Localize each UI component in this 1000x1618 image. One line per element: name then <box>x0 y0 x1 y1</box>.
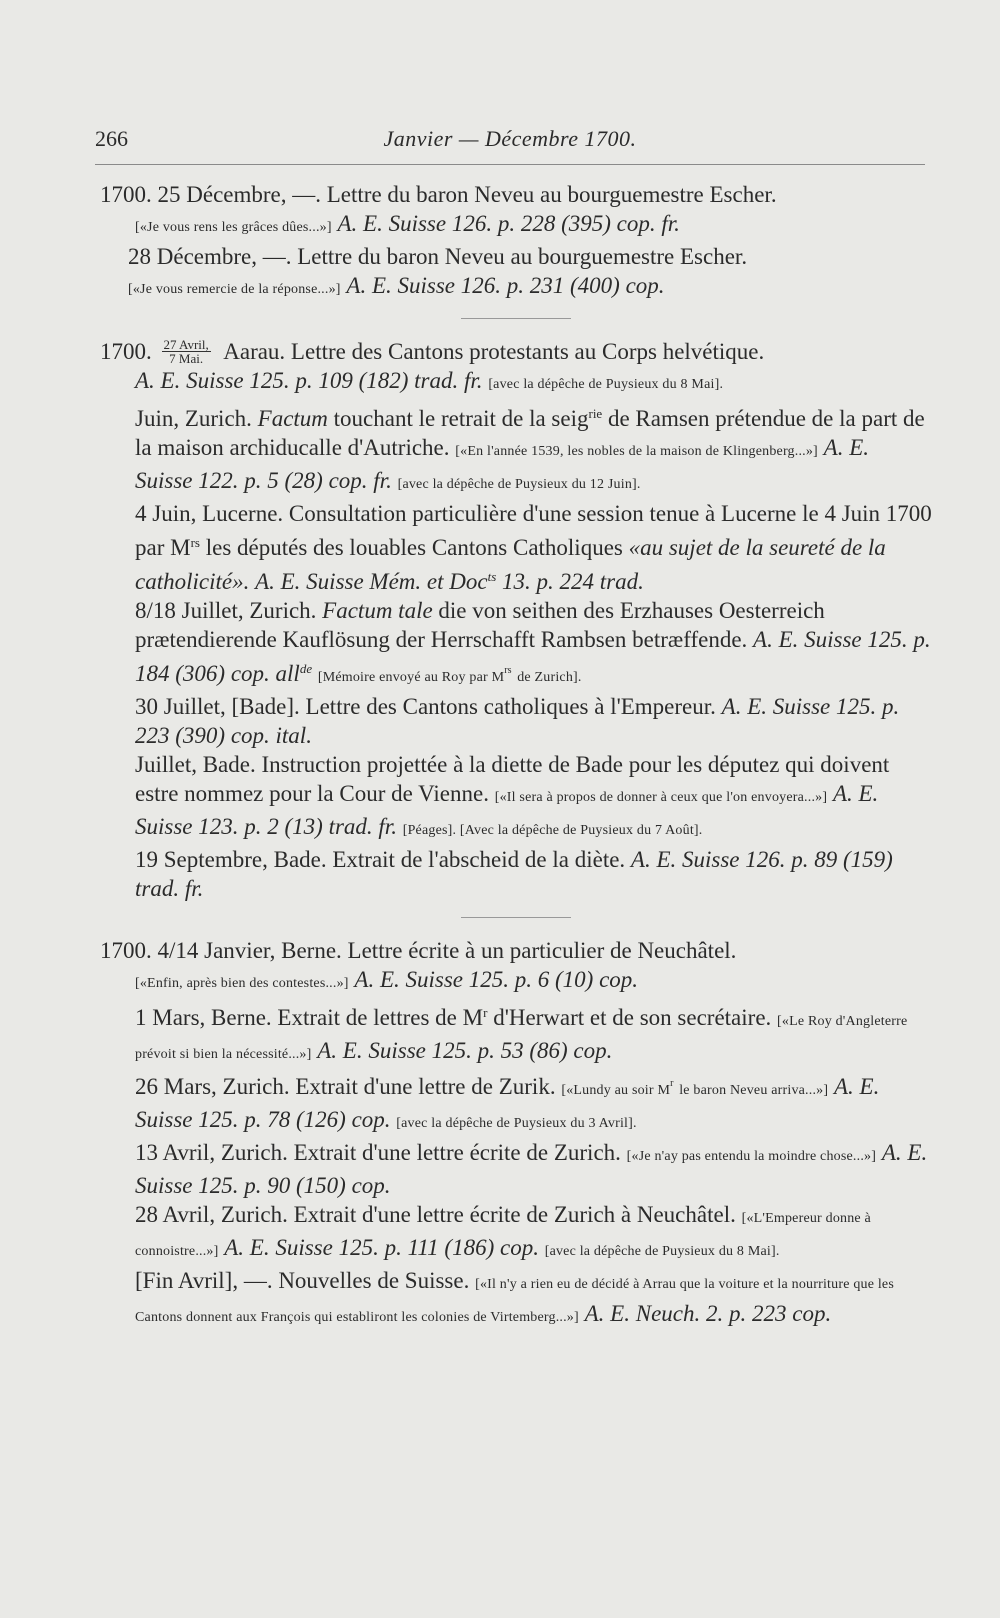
superscript: de <box>299 661 313 676</box>
entry-note: [avec la dépêche de Puysieux du 12 Juin]. <box>397 477 641 492</box>
section-3 <box>100 936 932 1332</box>
entry-1-mars <box>100 998 932 1069</box>
entry-13-avril <box>100 1138 932 1200</box>
entry-reference: A. E. Suisse Mém. et Doc <box>255 569 488 594</box>
entry-reference: A. E. Suisse 125. p. 111 (186) cop. <box>224 1235 539 1260</box>
entry-fin-avril <box>100 1266 932 1332</box>
superscript: r <box>670 1078 674 1089</box>
entry-lead: 4 Juin, Lucerne. Consultation particulière d'une session tenue à Lucerne le 4 Juin 1700 par M <box>135 501 932 560</box>
date-fraction <box>162 338 211 365</box>
entry-text: d'Herwart et de son secrétaire. <box>493 1005 772 1030</box>
entry-reference: A. E. Suisse 125. p. 53 (86) cop. <box>317 1038 613 1063</box>
superscript: r <box>483 1005 488 1020</box>
date-old-style: 27 Avril, <box>163 337 209 352</box>
entry-italic-term: Factum tale <box>322 598 433 623</box>
entry-text: de Ramsen prétendue de la part de la maison archiducalle d'Autriche. <box>135 406 925 460</box>
entry-lead: [Fin Avril], —. Nouvelles de Suisse. <box>135 1268 470 1293</box>
entry-text: die von seithen des Erzhauses Oesterreich prætendierende Kauflösung der Herrschafft Rambsen betræffende. <box>135 598 825 652</box>
date-new-style: 7 Mai. <box>169 351 204 366</box>
entry-reference: A. E. Suisse 125. p. 90 (150) cop. <box>135 1140 928 1198</box>
entry-note: de Zurich]. <box>517 670 582 685</box>
entry-1700-12-28 <box>100 242 932 304</box>
superscript: ts <box>487 569 497 584</box>
entry-note: [avec la dépêche de Puysieux du 3 Avril]. <box>396 1116 637 1131</box>
entry-note: [avec la dépêche de Puysieux du 8 Mai]. <box>488 377 724 392</box>
entry-reference: 13. p. 224 trad. <box>502 569 644 594</box>
entry-lead: 28 Décembre, —. Lettre du baron Neveu au bourguemestre Escher. <box>128 244 748 269</box>
entry-quote: [«Je vous rens les grâces dûes...»] <box>135 220 332 235</box>
entry-lead: 1700. 25 Décembre, —. Lettre du baron Neveu au bourguemestre Escher. <box>100 182 777 207</box>
entry-note: [Péages]. [Avec la dépêche de Puysieux du 7 Août]. <box>402 823 703 838</box>
entry-lead: Aarau. Lettre des Cantons protestants au Corps helvétique. <box>223 339 765 364</box>
entry-19-septembre <box>100 845 932 903</box>
section-1 <box>100 180 932 304</box>
entry-lead: 8/18 Juillet, Zurich. <box>135 598 317 623</box>
entry-juin-zurich <box>100 399 932 499</box>
entry-year: 1700. <box>100 339 152 364</box>
entry-26-mars <box>100 1069 932 1138</box>
entry-reference: A. E. Suisse 125. p. 6 (10) cop. <box>354 967 639 992</box>
entry-lead: 28 Avril, Zurich. Extrait d'une lettre écrite de Zurich à Neuchâtel. <box>135 1202 736 1227</box>
section-divider <box>461 318 571 319</box>
entry-quote: [«En l'année 1539, les nobles de la maison de Klingenberg...»] <box>455 444 818 459</box>
entry-1700-12-25 <box>100 180 932 242</box>
entry-lead: Juillet, Bade. Instruction projettée à la diette de Bade pour les députez qui doivent estre nommez pour la Cour de Vienne. <box>135 752 890 806</box>
entry-lead: 26 Mars, Zurich. Extrait d'une lettre de Zurik. <box>135 1074 556 1099</box>
entry-4-14-janvier <box>100 936 932 998</box>
section-divider <box>461 917 571 918</box>
entry-reference: A. E. Suisse 126. p. 228 (395) cop. fr. <box>337 211 680 236</box>
entry-italic-term: Factum <box>257 406 328 431</box>
page-number: 266 <box>95 126 128 151</box>
entry-lead: 19 Septembre, Bade. Extrait de l'abscheid de la diète. <box>135 847 626 872</box>
page-content <box>100 180 932 1338</box>
page-header <box>95 124 925 165</box>
entry-text: touchant le retrait de la seig <box>333 406 589 431</box>
entry-quote: [«Enfin, après bien des contestes...»] <box>135 976 349 991</box>
entry-note: [Mémoire envoyé au Roy par M <box>317 670 505 685</box>
entry-lead: 13 Avril, Zurich. Extrait d'une lettre écrite de Zurich. <box>135 1140 621 1165</box>
entry-quote: [«Le Roy d'Angleterre prévoit si bien la nécessité...»] <box>135 1014 908 1062</box>
entry-quote: [«L'Empereur donne à connoistre...»] <box>135 1211 871 1259</box>
superscript: rie <box>588 406 603 421</box>
superscript: rs <box>190 535 200 550</box>
entry-note: [avec la dépêche de Puysieux du 8 Mai]. <box>544 1244 780 1259</box>
running-title: Janvier — Décembre 1700. <box>383 126 637 151</box>
entry-reference: A. E. Suisse 126. p. 89 (159) trad. fr. <box>135 847 893 901</box>
entry-italic-quote: «au sujet de la seureté de la catholicité». <box>135 535 886 594</box>
entry-reference: A. E. Suisse 123. p. 2 (13) trad. fr. <box>135 781 879 839</box>
entry-text: les députés des louables Cantons Catholiques <box>205 535 623 560</box>
entry-reference: A. E. Suisse 125. p. 109 (182) trad. fr. <box>135 368 483 393</box>
entry-quote: [«Je vous remercie de la réponse...»] <box>128 282 341 297</box>
entry-reference: A. E. Suisse 125. p. 78 (126) cop. <box>135 1074 880 1132</box>
entry-reference: A. E. Neuch. 2. p. 223 cop. <box>584 1301 832 1326</box>
entry-reference: A. E. Suisse 125. p. 223 (390) cop. ital. <box>135 694 900 748</box>
section-2 <box>100 337 932 903</box>
superscript: rs <box>504 665 512 676</box>
entry-aarau <box>100 337 932 399</box>
entry-juillet-bade <box>100 750 932 845</box>
entry-quote: [«Il n'y a rien eu de décidé à Arrau que la voiture et la nourriture que les Cantons donnent aux François qui establiront les colonies de Virtemberg...»] <box>135 1277 894 1325</box>
entry-reference: A. E. Suisse 126. p. 231 (400) cop. <box>346 273 665 298</box>
entry-quote: [«Lundy au soir M <box>561 1083 671 1098</box>
entry-lead: 1700. 4/14 Janvier, Berne. Lettre écrite à un particulier de Neuchâtel. <box>100 938 737 963</box>
entry-28-avril <box>100 1200 932 1266</box>
entry-lead: 30 Juillet, [Bade]. Lettre des Cantons catholiques à l'Empereur. <box>135 694 716 719</box>
entry-lead: Juin, Zurich. <box>135 406 252 431</box>
entry-8-18-juillet <box>100 596 932 692</box>
entry-quote: [«Je n'ay pas entendu la moindre chose...»] <box>626 1149 877 1164</box>
entry-quote: le baron Neveu arriva...»] <box>679 1083 829 1098</box>
entry-4-juin-lucerne <box>100 499 932 596</box>
entry-30-juillet <box>100 692 932 750</box>
entry-quote: [«Il sera à propos de donner à ceux que l'on envoyera...»] <box>494 790 828 805</box>
entry-reference: A. E. Suisse 125. p. 184 (306) cop. all <box>135 627 931 686</box>
entry-reference: A. E. Suisse 122. p. 5 (28) cop. fr. <box>135 435 870 493</box>
entry-lead: 1 Mars, Berne. Extrait de lettres de M <box>135 1005 484 1030</box>
